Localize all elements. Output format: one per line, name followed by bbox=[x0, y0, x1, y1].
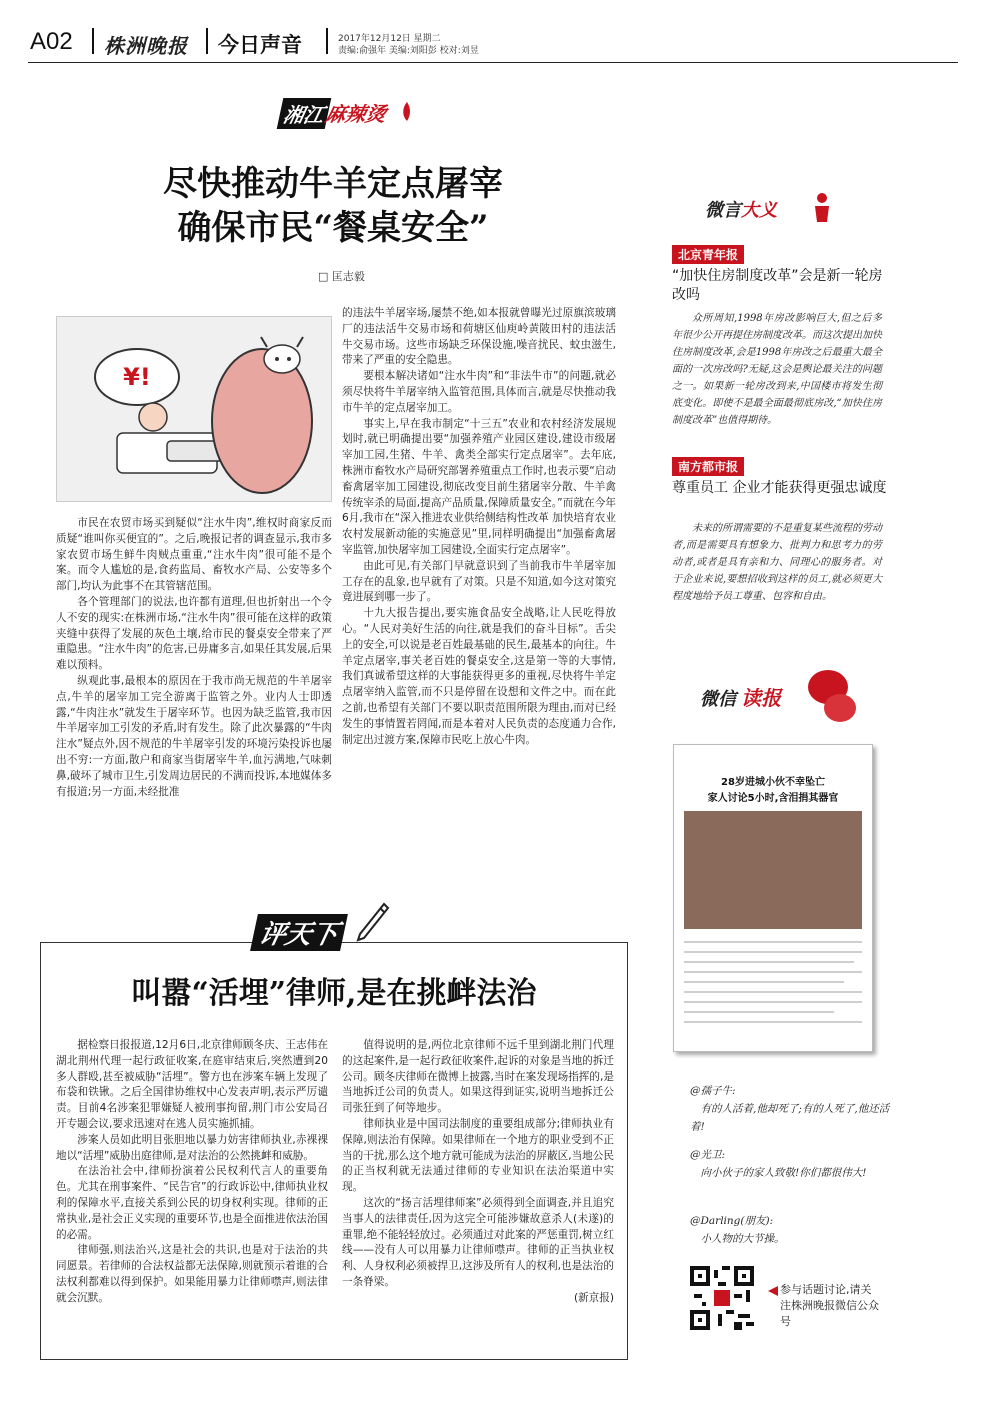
weixin-header bbox=[700, 682, 781, 711]
page-number: A02 bbox=[30, 28, 73, 55]
comment-user: @孺子牛: bbox=[690, 1085, 736, 1097]
thumbnail-text-line bbox=[684, 951, 862, 953]
thumbnail-text-line bbox=[684, 971, 862, 973]
pingtianxia-badge bbox=[248, 908, 388, 954]
paragraph: 纵观此事,最根本的原因在于我市尚无规范的牛羊屠宰点,牛羊的屠宰加工完全游离于监管之外。业内人士即透露,“牛肉注水”就发生于屠宰环节。也因为缺乏监管,我市因牛羊屠宰加工引发的矛盾,时有发生。除了此次暴露的“牛肉注水”疑点外,因不规范的牛羊屠宰引发的环境污染投诉也屡出不穷:一方面,散户和商家当街屠宰牛羊,血污满地,气味刺鼻,破坏了城市卫生,引发周边居民的不满而投诉,本地媒体多有报道;另一方面,未经批准 bbox=[56, 674, 332, 798]
pointer-triangle-icon bbox=[768, 1286, 778, 1296]
top-article-column-2 bbox=[342, 306, 616, 748]
weiyan-header bbox=[705, 196, 777, 222]
bottom-article-column-1 bbox=[56, 1038, 328, 1307]
date-line: 2017年12月12日 星期二 bbox=[338, 34, 441, 44]
speech-bubble-text: ¥! bbox=[123, 363, 151, 391]
reader-comment bbox=[690, 1146, 890, 1182]
reader-comment bbox=[690, 1082, 890, 1136]
thumbnail-text-line bbox=[684, 961, 854, 963]
article-illustration bbox=[56, 316, 332, 502]
paragraph: 这次的“扬言活埋律师案”必须得到全面调查,并且追究当事人的法律责任,因为这完全可能涉嫌故意杀人(未遂)的重罪,绝不能轻轻放过。必须通过对此案的严惩重罚,树立红线——没有人可以用暴力让律师噤声。律师的正当执业权利、人身权利必须被捍卫,这涉及所有人的权利,也是法治的一条脊梁。 bbox=[342, 1196, 614, 1288]
top-article-column-1 bbox=[56, 516, 332, 800]
thumbnail-text-line bbox=[684, 1021, 862, 1023]
paragraph: 要根本解决诸如“注水牛肉”和“非法牛市”的问题,就必须尽快将牛羊屠宰纳入监管范围,具体而言,就是尽快推动我市牛羊的定点屠宰加工。 bbox=[342, 370, 616, 414]
thumbnail-text-line bbox=[684, 941, 862, 943]
paragraph: 涉案人员如此明目张胆地以暴力妨害律师执业,赤裸裸地以“活埋”威胁出庭律师,是对法治的公然挑衅和威胁。 bbox=[56, 1133, 328, 1162]
dubao-label: 读报 bbox=[741, 686, 782, 710]
sidebar-item-1 bbox=[672, 244, 896, 305]
wechat-bubble-icon bbox=[824, 694, 856, 722]
badge-label: 评天下 bbox=[250, 914, 348, 951]
speaker-icon bbox=[809, 192, 835, 226]
byline: □ 匡志毅 bbox=[318, 270, 365, 283]
editors-line: 责编:俞强年 美编:刘阳彭 校对:刘昱 bbox=[338, 46, 479, 56]
comment-text: 小人物的大节操。 bbox=[700, 1233, 785, 1245]
thumbnail-headline: 家人讨论5小时,含泪捐其器官 bbox=[707, 793, 839, 804]
paragraph: 由此可见,有关部门早就意识到了当前我市牛羊屠宰加工存在的乱象,也早就有了对策。只是不知道,如今这对策究竟进展到哪一步了。 bbox=[342, 559, 616, 604]
newspaper-thumbnail bbox=[673, 744, 873, 1052]
paragraph: 据检察日报报道,12月6日,北京律师顾冬庆、王志伟在湖北荆州代理一起行政征收案,在庭审结束后,突然遭到20多人群殴,甚至被威胁“活埋”。警方也在涉案车辆上发现了布袋和铁锹。之后全国律协维权中心发表声明,表示严厉谴责。目前4名涉案犯罪嫌疑人被刑事拘留,荆门市公安局召开专题会议,要求迅速对在逃人员实施抓捕。 bbox=[56, 1039, 328, 1130]
comment-text: 有的人活着,他却死了;有的人死了,他还活着! bbox=[690, 1103, 890, 1133]
article-title-line1: 尽快推动牛羊定点屠宰 bbox=[163, 164, 503, 204]
badge-left: 湘江 bbox=[277, 98, 332, 129]
sidebar-item-body: 众所周知,1998年房改影响巨大,但之后多年很少公开再提住房制度改革。而这次提出加快住房制度改革,会是1998年房改之后最重大最全面的一次房改吗?无疑,这会是舆论最关注的问题之一。如果新一轮房改到来,中国楼市将发生彻底变化。即使不是最全面最彻底房改,“加快住房制度改革”也值得期待。 bbox=[672, 313, 882, 426]
badge-right: 麻辣烫 bbox=[323, 102, 389, 126]
bottom-article-column-2 bbox=[342, 1038, 614, 1307]
header-divider bbox=[92, 28, 94, 54]
sidebar-item-title: “加快住房制度改革”会是新一轮房改吗 bbox=[672, 268, 883, 303]
thumbnail-text-line bbox=[684, 1001, 862, 1003]
paragraph: 律师执业是中国司法制度的重要组成部分;律师执业有保障,则法治有保障。如果律师在一个地方的职业受到不正当的干扰,那么这个地方就可能成为法治的屏蔽区,当地公民的正当权利就无法通过律师的专业知识在法治渠道中实现。 bbox=[342, 1117, 614, 1194]
paragraph: 事实上,早在我市制定“十三五”农业和农村经济发展规划时,就已明确提出要“加强养殖产业园区建设,建设市级屠宰加工园,生猪、牛羊、禽类全部实行定点屠宰”。去年底,株洲市畜牧水产局研究部署养殖重点工作时,也表示要“启动畜禽屠宰加工园建设,彻底改变目前生猪屠宰分散、牛羊禽传统宰杀的局面,提高产品质量,保障质量安全。”而就在今年6月,我市在“深入推进农业供给侧结构性改革 加快培育农业农村发展新动能的实施意见”里,同样明确提出“加强畜禽屠宰监管,加快屠宰加工园建设,全面实行定点屠宰”。 bbox=[342, 417, 616, 556]
comment-user: @光卫: bbox=[690, 1149, 726, 1161]
paragraph: 在法治社会中,律师扮演着公民权利代言人的重要角色。尤其在刑事案件、“民告官”的行政诉讼中,律师执业权利的保障水平,直接关系到公民的切身权利实现。律师的正常执业,是社会正义实现的重要环节,也是全面推进依法治国的必需。 bbox=[56, 1165, 328, 1241]
comment-text: 向小伙子的家人致敬!你们都很伟大! bbox=[700, 1167, 867, 1179]
thumbnail-text-line bbox=[684, 981, 844, 983]
thumbnail-photo bbox=[684, 811, 862, 929]
sidebar-item-2 bbox=[672, 456, 896, 498]
pen-icon bbox=[354, 902, 390, 944]
paragraph: 律师强,则法治兴,这是社会的共识,也是对于法治的共同愿景。若律师的合法权益都无法保障,则就预示着谁的合法权利都难以得到保护。如果能用暴力让律师噤声,则法律就会沉默。 bbox=[56, 1244, 328, 1304]
header-divider bbox=[326, 28, 328, 54]
thumbnail-text-line bbox=[684, 991, 862, 993]
paragraph: 各个管理部门的说法,也许都有道理,但也折射出一个令人不安的现实:在株洲市场,“注水牛肉”很可能在这样的政策夹缝中获得了发展的灰色土壤,给市民的餐桌安全带来了严重隐患。“注水牛肉”的危害,已毋庸多言,如果任其发展,后果难以预料。 bbox=[56, 595, 332, 672]
article-source: (新京报) bbox=[573, 1291, 614, 1304]
paragraph: 值得说明的是,两位北京律师不远千里到湖北荆门代理的这起案件,是一起行政征收案件,起诉的对象是当地的拆迁公司。顾冬庆律师在微博上披露,当时在案发现场指挥的,是当地拆迁公司的负责人。如果这得到证实,说明当地拆迁公司张狂到了何等地步。 bbox=[342, 1039, 614, 1115]
source-tag: 南方都市报 bbox=[672, 457, 744, 476]
thumbnail-text-line bbox=[684, 1011, 834, 1013]
reader-comment bbox=[690, 1212, 890, 1248]
newspaper-logo: 株洲晚报 bbox=[104, 34, 188, 58]
header-divider bbox=[206, 28, 208, 54]
sidebar-item-title: 尊重员工 企业才能获得更强忠诚度 bbox=[672, 480, 887, 496]
weixin-label: 微信 bbox=[700, 689, 736, 710]
dayi-label: 大义 bbox=[741, 200, 777, 221]
column-badge bbox=[280, 96, 410, 126]
comment-user: @Darling(朋友): bbox=[690, 1215, 774, 1227]
qr-instructions: 参与话题讨论,请关注株洲晚报微信公众号 bbox=[780, 1283, 879, 1328]
article-title-line2: 确保市民“餐桌安全” bbox=[177, 208, 489, 248]
paragraph: 十九大报告提出,要实施食品安全战略,让人民吃得放心。“人民对美好生活的向往,就是我们的奋斗目标”。舌尖上的安全,可以说是老百姓最基础的民生,最基本的向往。牛羊定点屠宰,事关老百姓的餐桌安全,这是第一等的大事情,我们真诚希望这样的大事能获得更多的重视,尽快将牛羊定点屠宰纳入监管,而不只是停留在设想和文件之中。而在此之前,也希望有关部门不要以职责范围所限为理由,而对已经发生的事情置若罔闻,而是本着对人民负责的态度通力合作,制定出过渡方案,保障市民吃上放心牛肉。 bbox=[342, 607, 616, 746]
weiyan-label: 微言 bbox=[705, 200, 741, 221]
chili-icon bbox=[400, 100, 414, 122]
qr-code[interactable] bbox=[690, 1266, 754, 1330]
commentary-title: 叫嚣“活埋”律师,是在挑衅法治 bbox=[131, 976, 537, 1011]
source-tag: 北京青年报 bbox=[672, 245, 744, 264]
thumbnail-headline: 28岁进城小伙不幸坠亡 bbox=[721, 777, 825, 788]
sidebar-item-body: 未来的所谓需要的不是重复某些流程的劳动者,而是需要具有想象力、批判力和思考力的劳动者,或者是具有亲和力、同理心的服务者。对于企业来说,要想招收到这样的员工,就必须更大程度地给予员工尊重、包容和自由。 bbox=[672, 523, 882, 602]
section-title: 今日声音 bbox=[218, 33, 302, 57]
paragraph: 市民在农贸市场买到疑似“注水牛肉”,维权时商家反而质疑“谁叫你买便宜的”。之后,晚报记者的调查显示,我市多家农贸市场生鲜牛肉贼点重重,“注水牛肉”很可能不是个案。而令人尴尬的是,食药监局、畜牧水产局、公安等多个部门,均认为此事不在其管辖范围。 bbox=[56, 517, 332, 593]
paragraph: 的违法牛羊屠宰场,屡禁不绝,如本报就曾曝光过原旗滨玻璃厂的违法活牛交易市场和荷塘区仙庾岭黄陂田村的违法活牛交易市场。这些市场缺乏环保设施,噪音扰民、蚊虫滋生,带来了严重的安全隐患。 bbox=[342, 307, 616, 367]
header-rule bbox=[28, 62, 958, 63]
